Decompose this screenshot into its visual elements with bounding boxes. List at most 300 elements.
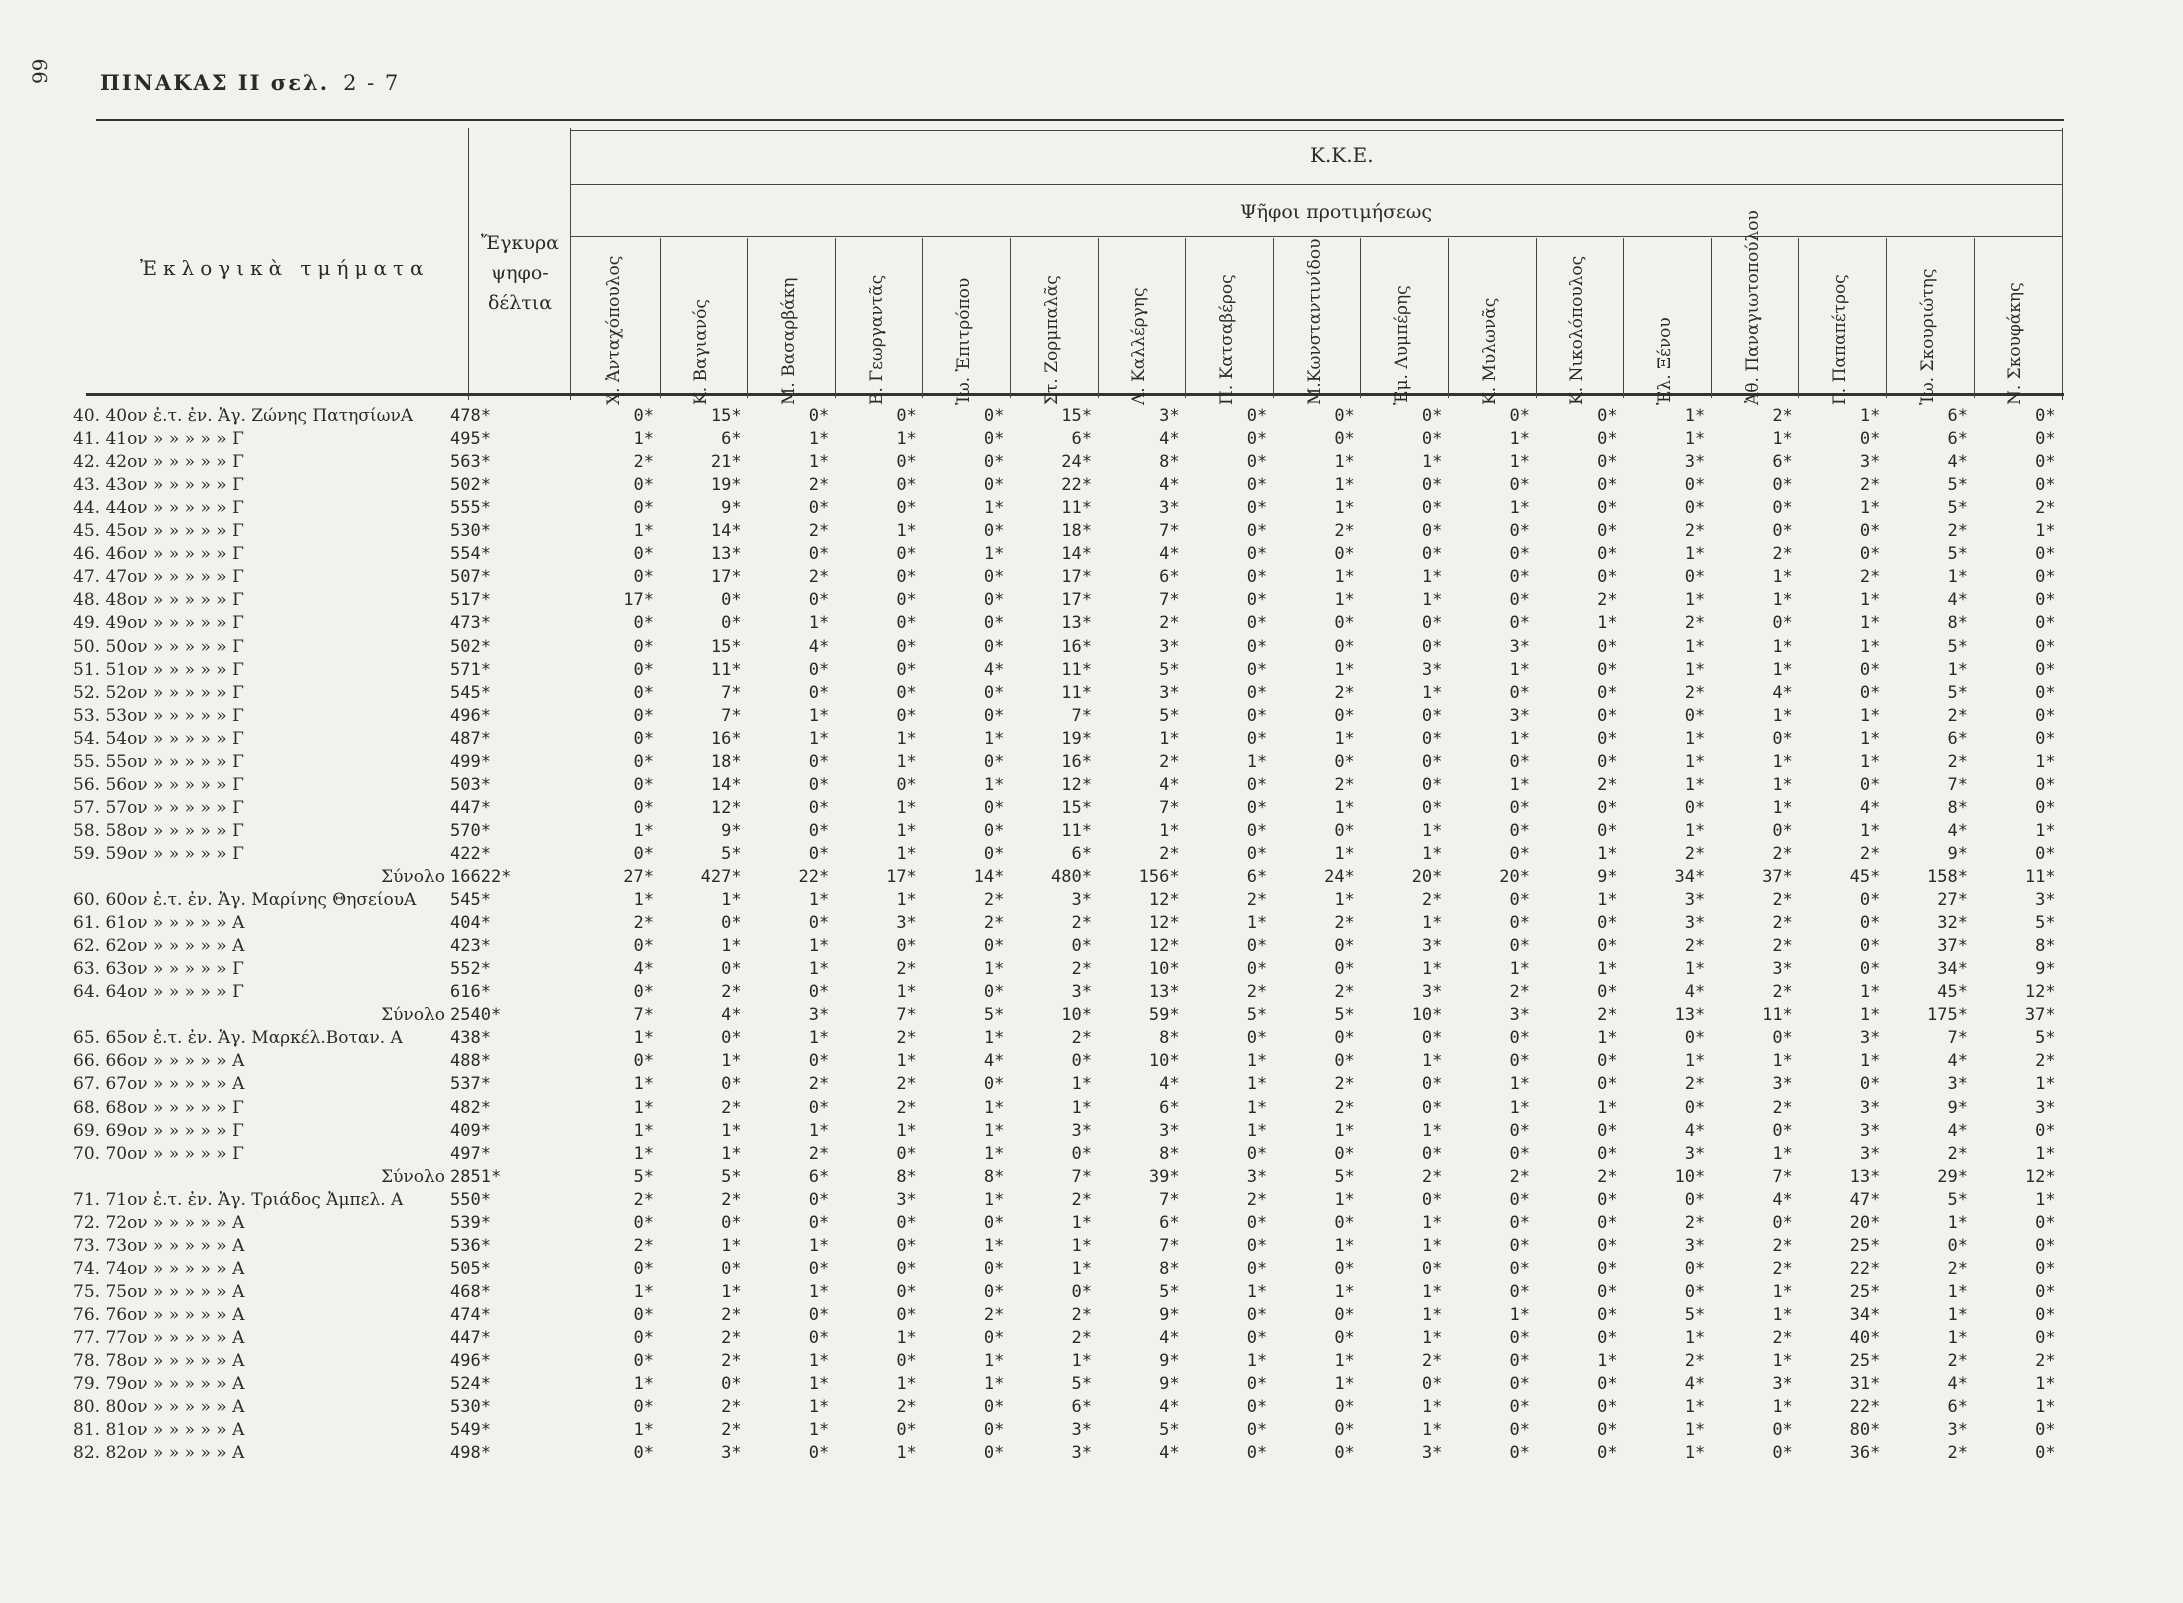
candidate-name: Λ. Καλλέργης [1129,287,1150,405]
vote-cell: 0* [1509,1028,1530,1049]
vote-cell: 0* [1246,659,1268,680]
vote-cell: 0* [1334,705,1355,726]
vote-cell: 0* [1334,544,1355,565]
vote-cell: 2* [1159,751,1180,772]
vote-cell: 0* [1071,1281,1092,1302]
vote-cell: 1* [1334,452,1355,473]
vote-cell: 0* [1509,936,1530,957]
table-row [0,936,2183,959]
vote-cell: 0* [896,682,917,703]
vote-cell: 27* [1937,890,1968,911]
vote-cell: 0* [2035,567,2056,588]
section-label: 54. 54ον » » » » » Γ [73,728,244,749]
vote-cell: 2* [1071,913,1092,934]
vote-cell: 3* [1772,1074,1793,1095]
section-label: 46. 46ον » » » » » Γ [73,544,244,565]
vote-cell: 175* [1927,1005,1968,1026]
vote-cell: 0* [1334,406,1355,426]
vote-cell: 0* [1071,1051,1092,1072]
vote-cell: 0* [1509,1051,1530,1072]
section-label: 55. 55ον » » » » » Γ [73,751,244,772]
vote-cell: 0* [983,613,1005,634]
vote-cell: 1* [1421,1304,1443,1325]
vote-cell: 2* [1597,590,1618,611]
vote-cell: 0* [1597,659,1618,680]
vote-cell: 0* [633,1351,654,1372]
vote-cell: 8* [1159,452,1180,473]
vote-cell: 0* [633,705,654,726]
vote-cell: 0* [1597,1420,1618,1441]
vote-cell: 5* [1246,1005,1268,1026]
vote-cell: 14* [973,867,1005,887]
vote-cell: 4* [1684,1374,1706,1395]
vote-cell: 1* [808,705,830,726]
vote-cell: 9* [2035,959,2056,980]
vote-cell: 0* [983,452,1005,473]
vote-cell: 0* [1421,1074,1443,1095]
vote-cell: 1* [1772,1397,1793,1418]
table-row [0,775,2183,798]
vote-cell: 0* [1246,959,1268,980]
vote-cell: 1* [2035,1397,2056,1418]
vote-cell: 0* [2035,544,2056,565]
vote-cell: 1* [896,728,917,749]
vote-cell: 8* [896,1166,917,1187]
section-label: 68. 68ον » » » » » Γ [73,1097,244,1118]
vote-cell: 0* [808,590,830,611]
vote-cell: 0* [2035,1235,2056,1256]
vote-cell: 12* [710,797,742,818]
vote-cell: 0* [896,590,917,611]
vote-cell: 0* [1509,567,1530,588]
vote-cell: 1* [1071,1351,1092,1372]
vote-cell: 2* [1772,843,1793,864]
vote-cell: 0* [896,1281,917,1302]
vote-cell: 1* [1421,1212,1443,1233]
vote-cell: 0* [1509,1351,1530,1372]
table-row [0,660,2183,683]
vote-cell: 4* [1159,774,1180,795]
table-row [0,890,2183,913]
vote-cell: 0* [808,498,830,519]
vote-cell: 0* [1334,1028,1355,1049]
vote-cell: 0* [1597,1143,1618,1164]
vote-cell: 2* [896,1097,917,1118]
vote-cell: 3* [896,913,917,934]
vote-cell: 0* [2035,1420,2056,1441]
vote-cell: 9* [1947,1097,1968,1118]
vote-cell: 5* [1947,1189,1968,1210]
vote-cell: 0* [721,590,742,611]
vote-cell: 0* [1509,751,1530,772]
vote-cell: 3* [1071,890,1092,911]
vote-cell: 2* [1684,1074,1706,1095]
vote-cell: 1* [896,429,917,450]
vote-cell: 1* [1071,1235,1092,1256]
vote-cell: 1* [1597,890,1618,911]
table-row [0,1190,2183,1213]
vote-cell: 17* [623,590,654,611]
vote-cell: 0* [1597,521,1618,542]
candidate-name: Ν. Σκουφάκης [2005,282,2026,405]
section-label: 41. 41ον » » » » » Γ [73,429,244,450]
column-header-sections: Ἐκλογικὰ τμήματα [140,256,430,280]
vote-cell: 14* [710,521,742,542]
vote-cell: 0* [1334,1443,1355,1464]
vote-cell: 0* [1246,705,1268,726]
vote-cell: 13* [1674,1005,1706,1026]
vote-cell: 0* [983,1420,1005,1441]
vote-cell: 1* [1159,728,1180,749]
vote-cell: 8* [1947,797,1968,818]
vote-cell: 2* [808,1074,830,1095]
vote-cell: 0* [2035,636,2056,657]
vote-cell: 1* [1772,774,1793,795]
vote-cell: 7* [1947,774,1968,795]
vote-cell: 2* [1859,475,1881,496]
vote-cell: 1* [1859,982,1881,1003]
vote-cell: 3* [1071,1120,1092,1141]
vote-cell: 9* [721,498,742,519]
vote-cell: 3* [1159,1120,1180,1141]
table-row [0,1051,2183,1074]
vote-cell: 17* [710,567,742,588]
vote-cell: 158* [1927,867,1968,887]
vote-cell: 0* [1421,1374,1443,1395]
vote-cell: 1* [1772,1143,1793,1164]
vote-cell: 4* [1159,544,1180,565]
vote-cell: 3* [896,1189,917,1210]
vote-cell: 0* [1246,1420,1268,1441]
vote-cell: 0* [1246,590,1268,611]
vote-cell: 0* [808,1212,830,1233]
vote-cell: 3* [2035,890,2056,911]
vote-cell: 0* [1597,1281,1618,1302]
vote-cell: 5* [1159,1420,1180,1441]
candidate-name: Κ. Μυλωνᾶς [1479,297,1500,405]
vote-cell: 0* [1246,521,1268,542]
vote-cell: 0* [721,913,742,934]
vote-cell: 4* [1947,820,1968,841]
vote-cell: 2* [1334,1097,1355,1118]
vote-cell: 0* [1684,705,1706,726]
vote-cell: 0* [1772,1420,1793,1441]
vote-cell: 2* [1071,1304,1092,1325]
vote-cell: 0* [2035,797,2056,818]
vote-cell: 45* [1849,867,1881,887]
valid-ballots-cell: 495* [450,429,491,450]
vote-cell: 10* [1148,1051,1180,1072]
vote-cell: 2* [721,1189,742,1210]
vote-cell: 0* [1859,544,1881,565]
vote-cell: 0* [983,1212,1005,1233]
vote-cell: 1* [1684,659,1706,680]
vote-cell: 4* [1947,1374,1968,1395]
section-label: 70. 70ον » » » » » Γ [73,1143,244,1164]
vote-cell: 0* [1334,636,1355,657]
vote-cell: 1* [1246,1074,1268,1095]
vote-cell: 8* [1159,1258,1180,1279]
vote-cell: 2* [1421,890,1443,911]
vote-cell: 0* [1597,1397,1618,1418]
vote-cell: 0* [1509,682,1530,703]
vote-cell: 2* [1334,682,1355,703]
section-label: 60. 60ον ἐ.τ. ἐν. Ἁγ. Μαρίνης ΘησείουΑ [73,890,417,911]
vote-cell: 0* [1246,774,1268,795]
vote-cell: 0* [1334,820,1355,841]
vote-cell: 34* [1674,867,1706,887]
vote-cell: 3* [1859,1028,1881,1049]
vote-cell: 0* [896,406,917,426]
vote-cell: 5* [1071,1374,1092,1395]
vote-cell: 0* [1509,521,1530,542]
vote-cell: 0* [1597,1328,1618,1348]
title-range: 2 - 7 [343,71,401,95]
vote-cell: 1* [1421,843,1443,864]
vote-cell: 3* [1421,982,1443,1003]
vote-cell: 1* [633,1074,654,1095]
vote-cell: 1* [1334,797,1355,818]
vote-cell: 2* [1772,1235,1793,1256]
vote-cell: 4* [1159,1397,1180,1418]
vote-cell: 1* [808,1374,830,1395]
vote-cell: 2* [983,890,1005,911]
section-label: 48. 48ον » » » » » Γ [73,590,244,611]
vote-cell: 0* [721,1074,742,1095]
vote-cell: 0* [1334,1258,1355,1279]
valid-ballots-cell: 438* [450,1028,491,1049]
valid-ballots-cell: 554* [450,544,491,565]
vote-cell: 12* [1061,774,1092,795]
vote-cell: 1* [721,1281,742,1302]
vote-cell: 5* [2035,1028,2056,1049]
vote-cell: 0* [1246,1258,1268,1279]
vote-cell: 0* [983,982,1005,1003]
valid-ballots-cell: 488* [450,1051,491,1072]
vote-cell: 6* [1947,406,1968,426]
section-label: 53. 53ον » » » » » Γ [73,705,244,726]
vote-cell: 1* [633,1374,654,1395]
table-row [0,1144,2183,1167]
valid-ballots-cell: 496* [450,705,491,726]
vote-cell: 2* [721,982,742,1003]
candidate-name: Ἰω. Σκουριώτης [1917,268,1938,405]
vote-cell: 2* [1947,521,1968,542]
candidate-name: Στ. Ζορμπαλᾶς [1041,275,1062,405]
column-divider [1711,238,1712,398]
vote-cell: 0* [2035,843,2056,864]
vote-cell: 0* [1334,1304,1355,1325]
valid-ballots-cell: 497* [450,1143,491,1164]
vote-cell: 0* [1509,1143,1530,1164]
section-label: Σύνολο [381,1005,445,1026]
vote-cell: 6* [1159,1212,1180,1233]
vote-cell: 1* [2035,751,2056,772]
vote-cell: 0* [808,544,830,565]
vote-cell: 0* [2035,1281,2056,1302]
vote-cell: 0* [2035,452,2056,473]
vote-cell: 20* [1411,867,1443,887]
vote-cell: 1* [1071,1074,1092,1095]
vote-cell: 14* [710,774,742,795]
valid-ballots-cell: 447* [450,797,491,818]
vote-cell: 1* [983,1235,1005,1256]
vote-cell: 2* [1947,705,1968,726]
vote-cell: 6* [1159,1097,1180,1118]
vote-cell: 1* [1246,1097,1268,1118]
vote-cell: 0* [983,797,1005,818]
vote-cell: 0* [896,1258,917,1279]
vote-cell: 22* [1849,1397,1881,1418]
vote-cell: 0* [2035,429,2056,450]
vote-cell: 1* [808,728,830,749]
vote-cell: 1* [1597,959,1618,980]
vote-cell: 0* [808,406,830,426]
vote-cell: 6* [721,429,742,450]
vote-cell: 9* [721,820,742,841]
vote-cell: 1* [1246,1281,1268,1302]
vote-cell: 0* [1421,797,1443,818]
table-row [0,1397,2183,1420]
vote-cell: 0* [1597,1212,1618,1233]
vote-cell: 16* [1061,751,1092,772]
vote-cell: 0* [1772,498,1793,519]
vote-cell: 2* [721,1304,742,1325]
vote-cell: 4* [1159,429,1180,450]
vote-cell: 1* [808,936,830,957]
vote-cell: 1* [896,890,917,911]
vote-cell: 1* [1684,751,1706,772]
vote-cell: 2* [896,959,917,980]
table-row [0,475,2183,498]
vote-cell: 0* [721,1374,742,1395]
vote-cell: 3* [1246,1166,1268,1187]
vote-cell: 5* [1947,636,1968,657]
valid-ballots-cell: 550* [450,1189,491,1210]
vote-cell: 0* [808,1443,830,1464]
table-row [0,1328,2183,1351]
vote-cell: 0* [1334,1328,1355,1348]
valid-ballots-cell: 468* [450,1281,491,1302]
section-label: 78. 78ον » » » » » Α [73,1351,245,1372]
vote-cell: 1* [1947,1212,1968,1233]
vote-cell: 0* [1772,613,1793,634]
vote-cell: 0* [808,913,830,934]
vote-cell: 1* [1334,890,1355,911]
valid-ballots-cell: 447* [450,1328,491,1348]
vote-cell: 11* [1061,659,1092,680]
vote-cell: 1* [721,936,742,957]
vote-cell: 2* [1772,936,1793,957]
vote-cell: 4* [1159,475,1180,496]
vote-cell: 0* [1859,429,1881,450]
vote-cell: 0* [808,751,830,772]
vote-cell: 25* [1849,1235,1881,1256]
vote-cell: 11* [1061,498,1092,519]
section-label: 69. 69ον » » » » » Γ [73,1120,244,1141]
vote-cell: 1* [1334,659,1355,680]
vote-cell: 25* [1849,1351,1881,1372]
vote-cell: 14* [1061,544,1092,565]
vote-cell: 0* [896,1420,917,1441]
vote-cell: 11* [1061,682,1092,703]
vote-cell: 0* [633,498,654,519]
vote-cell: 1* [1421,1051,1443,1072]
table-row [0,959,2183,982]
vote-cell: 1* [1421,913,1443,934]
vote-cell: 0* [721,613,742,634]
vote-cell: 0* [983,843,1005,864]
vote-cell: 0* [896,1143,917,1164]
vote-cell: 0* [721,1028,742,1049]
vote-cell: 5* [633,1166,654,1187]
vote-cell: 2* [1421,1351,1443,1372]
vote-cell: 1* [1334,1374,1355,1395]
candidate-name: Μ.Κωνσταντινίδου [1304,238,1325,405]
vote-cell: 0* [1597,728,1618,749]
vote-cell: 12* [1148,936,1180,957]
vote-cell: 1* [1859,590,1881,611]
vote-cell: 6* [1071,1397,1092,1418]
vote-cell: 24* [1061,452,1092,473]
vote-cell: 1* [1421,959,1443,980]
vote-cell: 3* [1772,959,1793,980]
vote-cell: 1* [1509,429,1530,450]
section-label: 51. 51ον » » » » » Γ [73,659,244,680]
valid-ballots-cell: 530* [450,1397,491,1418]
vote-cell: 2* [1947,1443,1968,1464]
vote-cell: 0* [1246,1304,1268,1325]
section-label: 80. 80ον » » » » » Α [73,1397,245,1418]
vote-cell: 0* [1421,636,1443,657]
vote-cell: 4* [721,1005,742,1026]
vote-cell: 0* [1509,406,1530,426]
vote-cell: 0* [1421,544,1443,565]
vote-cell: 8* [1159,1143,1180,1164]
preference-votes-header: Ψῆφοι προτιμήσεως [1240,201,1433,223]
vote-cell: 3* [1509,636,1530,657]
vote-cell: 1* [1859,636,1881,657]
vote-cell: 2* [633,452,654,473]
vote-cell: 7* [1159,1189,1180,1210]
vote-cell: 0* [1597,429,1618,450]
vote-cell: 0* [1246,429,1268,450]
vote-cell: 0* [2035,475,2056,496]
vote-cell: 9* [1597,867,1618,887]
vote-cell: 0* [983,636,1005,657]
vote-cell: 0* [1859,913,1881,934]
vote-cell: 4* [1684,1120,1706,1141]
vote-cell: 1* [896,797,917,818]
vote-cell: 37* [2024,1005,2056,1026]
vote-cell: 0* [1334,936,1355,957]
table-row [0,1374,2183,1397]
vote-cell: 2* [1421,1166,1443,1187]
section-label: 42. 42ον » » » » » Γ [73,452,244,473]
vote-cell: 1* [1421,567,1443,588]
section-label: 47. 47ον » » » » » Γ [73,567,244,588]
vote-cell: 1* [1421,1281,1443,1302]
vote-cell: 2* [1597,1166,1618,1187]
vote-cell: 37* [1937,936,1968,957]
header-divider [570,236,2062,237]
vote-cell: 2* [1246,1189,1268,1210]
vote-cell: 0* [1509,1374,1530,1395]
section-label: 45. 45ον » » » » » Γ [73,521,244,542]
section-label: 65. 65ον ἐ.τ. ἐν. Ἁγ. Μαρκέλ.Βοταν. Α [73,1028,403,1049]
candidate-name: Μ. Βασαρβάκη [779,277,799,405]
vote-cell: 2* [983,1304,1005,1325]
